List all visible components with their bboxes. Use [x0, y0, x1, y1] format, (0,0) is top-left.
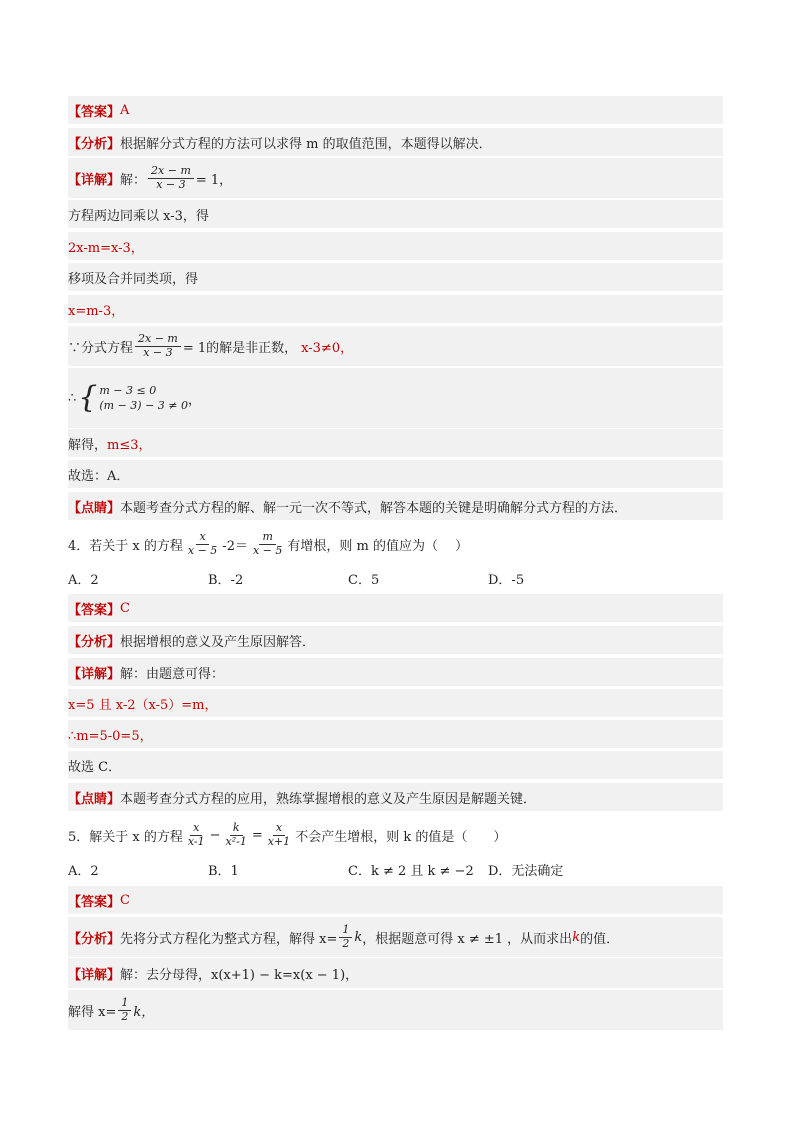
fraction-denominator: 2 [342, 936, 350, 950]
fraction-denominator: x − 3 [156, 177, 186, 191]
option-a[interactable]: A．2 [68, 572, 99, 588]
analysis-text: 根据增根的意义及产生原因解答． [120, 634, 316, 650]
q3-step-row [68, 263, 723, 291]
q4-step-row [68, 689, 723, 717]
answer-tag: 【答案】 [68, 104, 121, 120]
comment-tag: 【点睛】 [68, 500, 121, 516]
step-text: x=5 且 x-2（x-5）=m， [68, 697, 218, 713]
fraction [250, 531, 285, 557]
comment-text: 本题考查分式方程的解、解一元一次不等式，解答本题的关键是明确解分式方程的方法． [120, 500, 628, 516]
option-c[interactable]: C．5 [348, 572, 380, 588]
q3-answer-row [68, 96, 723, 124]
fraction-numerator: x [273, 822, 285, 836]
q3-detail-row [68, 158, 723, 198]
answer-value: C [120, 600, 130, 616]
fraction-denominator: x − 3 [143, 345, 173, 359]
option-a[interactable]: A．2 [68, 863, 99, 879]
q4-step-row [68, 751, 723, 779]
step-text: x=m-3， [68, 303, 125, 319]
option-b[interactable]: B．-2 [208, 572, 244, 588]
brace-symbol: { [78, 380, 98, 415]
fraction-denominator: x+1 [267, 834, 291, 848]
fraction-numerator: x [190, 822, 202, 836]
system-line: m − 3 ≤ 0 [99, 383, 157, 397]
q4-detail-row [68, 658, 723, 686]
fraction-denominator: x²-1 [225, 834, 247, 848]
q3-comment-row [68, 492, 723, 520]
answer-tag: 【答案】 [68, 894, 121, 910]
comment-tag: 【点睛】 [68, 791, 121, 807]
fraction-denominator: x-1 [187, 834, 205, 848]
q3-step-row [68, 326, 723, 366]
fraction-numerator: 1 [339, 924, 352, 938]
question-text: -2＝ [222, 538, 248, 554]
answer-value: C [120, 892, 130, 908]
q5-answer-row [68, 886, 723, 914]
q3-system-row [68, 368, 723, 428]
fraction [339, 924, 352, 950]
q5-detail-row [68, 958, 723, 988]
option-d[interactable]: D．-5 [488, 572, 525, 588]
fraction-numerator: m [259, 531, 275, 545]
analysis-text: 的值． [580, 931, 620, 947]
step-text: ∵分式方程 [68, 340, 134, 356]
q4-step-row [68, 720, 723, 748]
q4-analysis-row [68, 626, 723, 654]
answer-tag: 【答案】 [68, 602, 121, 618]
step-text: 方程两边同乘以 x-3，得 [68, 208, 209, 224]
q4-answer-row [68, 594, 723, 622]
step-text: k， [133, 1004, 155, 1020]
question-text: 4．若关于 x 的方程 [68, 538, 183, 554]
system-line: (m − 3) − 3 ≠ 0 [99, 399, 189, 412]
fraction-numerator: x [196, 531, 208, 545]
fraction-denominator: x − 5 [252, 543, 283, 557]
fraction-numerator: 2x − m [148, 165, 194, 179]
analysis-tag: 【分析】 [68, 634, 121, 650]
q4-options [68, 565, 723, 591]
q5-analysis-row [68, 917, 723, 957]
step-text: m≤3， [107, 437, 152, 453]
fraction-denominator: 2 [121, 1009, 129, 1023]
step-text: ， [188, 392, 202, 408]
fraction [148, 165, 194, 191]
analysis-text: 根据解分式方程的方法可以求得 m 的取值范围，本题得以解决． [120, 136, 492, 152]
analysis-text: k [354, 929, 363, 945]
fraction [185, 822, 208, 848]
question-text: 5．解关于 x 的方程 [68, 829, 183, 845]
q3-step-row [68, 460, 723, 488]
detail-text: 解：去分母得，x(x+1) − k=x(x − 1)， [120, 967, 359, 983]
step-text: 解得 x= [68, 1004, 117, 1020]
step-text: 故选 C． [68, 759, 122, 775]
fraction-numerator: 1 [118, 997, 131, 1011]
fraction-numerator: k [230, 822, 243, 836]
fraction [118, 997, 131, 1023]
answer-value: A [120, 102, 130, 118]
analysis-tag: 【分析】 [68, 931, 121, 947]
step-text: 2x-m=x-3， [68, 240, 144, 256]
step-text: = 1的解是非正数， [182, 340, 298, 356]
detail-text: 解：由题意可得： [120, 666, 225, 682]
step-text: 故选：A． [68, 468, 130, 484]
q5-options [68, 856, 723, 882]
q3-step-row [68, 429, 723, 457]
fraction [223, 822, 250, 848]
q3-analysis-row [68, 128, 723, 156]
equation-rhs: = 1， [195, 172, 233, 188]
operator: = [251, 827, 263, 843]
detail-tag: 【详解】 [68, 967, 121, 983]
q3-step-row [68, 295, 723, 323]
q4-comment-row [68, 783, 723, 811]
q3-step-row [68, 200, 723, 228]
analysis-text: ，根据题意可得 x ≠ ±1 ，从而求出 [362, 931, 573, 947]
option-c[interactable]: C．k ≠ 2 且 k ≠ −2 [348, 863, 474, 879]
detail-tag: 【详解】 [68, 172, 121, 188]
fraction [265, 822, 293, 848]
q3-step-row [68, 232, 723, 260]
option-d[interactable]: D．无法确定 [488, 863, 564, 879]
detail-tag: 【详解】 [68, 666, 121, 682]
comment-text: 本题考查分式方程的应用，熟练掌握增根的意义及产生原因是解题关键． [120, 791, 537, 807]
detail-intro: 解： [120, 172, 147, 188]
q4-stem [68, 524, 723, 564]
analysis-tag: 【分析】 [68, 136, 121, 152]
fraction-denominator: x − 5 [187, 543, 218, 557]
analysis-text: 先将分式方程化为整式方程，解得 x= [120, 931, 338, 947]
step-text: 移项及合并同类项，得 [68, 271, 199, 287]
step-text: ∴m=5-0=5， [68, 728, 153, 744]
therefore-symbol: ∴ [68, 390, 77, 406]
option-b[interactable]: B．1 [208, 863, 239, 879]
q5-step-row [68, 990, 723, 1030]
question-text: 有增根，则 m 的值应为（ ） [287, 538, 469, 554]
step-text: 解得， [68, 437, 108, 453]
fraction-numerator: 2x − m [135, 333, 181, 347]
analysis-text: k [572, 929, 581, 945]
inequality-system [76, 380, 189, 415]
fraction [135, 333, 181, 359]
fraction [185, 531, 220, 557]
question-text: 不会产生增根，则 k 的值是（ ） [295, 829, 507, 845]
operator: − [209, 827, 221, 843]
q5-stem [68, 815, 723, 855]
step-text: x-3≠0， [301, 340, 354, 356]
